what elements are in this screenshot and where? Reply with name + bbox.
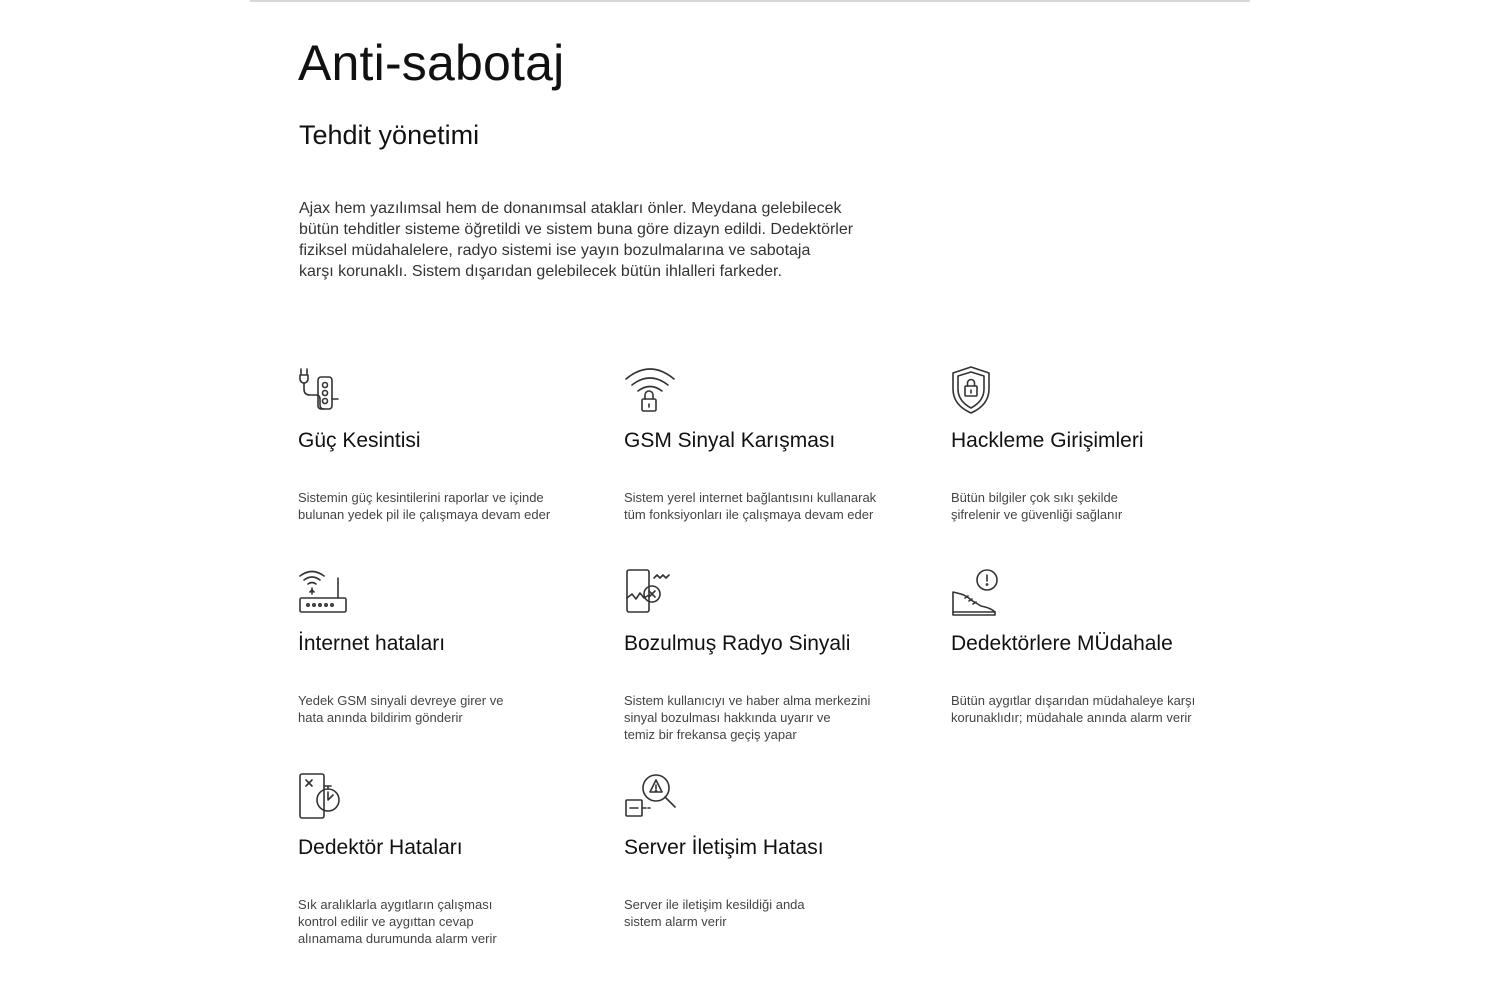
feature-title: Dedektör Hataları xyxy=(298,836,463,859)
feature-desc-line: sistem alarm verir xyxy=(624,914,727,929)
phone-signal-error-icon xyxy=(624,568,676,620)
top-divider xyxy=(250,0,1250,2)
feature-title: İnternet hataları xyxy=(298,632,446,655)
feature-desc-line: bulunan yedek pil ile çalışmaya devam eder xyxy=(298,507,551,522)
power-plug-battery-icon xyxy=(298,365,350,417)
wifi-lock-icon xyxy=(624,365,676,417)
feature-desc-line: alınamama durumunda alarm verir xyxy=(298,931,497,946)
intro-line: Ajax hem yazılımsal hem de donanımsal atakları önler. Meydana gelebilecek xyxy=(299,200,842,217)
server-search-icon xyxy=(624,772,676,824)
shield-lock-icon xyxy=(951,365,1003,417)
feature-desc-line: korunaklıdır; müdahale anında alarm verir xyxy=(951,710,1192,725)
feature-desc-line: Bütün aygıtlar dışarıdan müdahaleye karşı xyxy=(951,693,1196,708)
feature-desc-line: Bütün bilgiler çok sıkı şekilde xyxy=(951,490,1118,505)
feature-title: Dedektörlere MÜdahale xyxy=(951,632,1173,655)
feature-desc-line: Sistem kullanıcıyı ve haber alma merkezini xyxy=(624,693,871,708)
feature-description xyxy=(298,896,588,947)
feature-desc-line: Sistemin güç kesintilerini raporlar ve içinde xyxy=(298,490,544,505)
feature-desc-line: temiz bir frekansa geçiş yapar xyxy=(624,727,797,742)
feature-description xyxy=(951,489,1241,523)
shoe-alert-icon xyxy=(951,568,1003,620)
feature-desc-line: Yedek GSM sinyali devreye girer ve xyxy=(298,693,504,708)
router-wifi-icon xyxy=(298,568,350,620)
intro-paragraph xyxy=(299,198,909,282)
feature-desc-line: Sık aralıklarla aygıtların çalışması xyxy=(298,897,493,912)
feature-description xyxy=(951,692,1241,726)
feature-title: Bozulmuş Radyo Sinyali xyxy=(624,632,851,655)
feature-desc-line: Sistem yerel internet bağlantısını kullanarak xyxy=(624,490,877,505)
feature-desc-line: Server ile iletişim kesildiği anda xyxy=(624,897,805,912)
feature-description xyxy=(624,896,914,930)
feature-desc-line: sinyal bozulması hakkında uyarır ve xyxy=(624,710,831,725)
feature-description xyxy=(624,692,914,743)
intro-line: bütün tehditler sisteme öğretildi ve sistem buna göre dizayn edildi. Dedektörler xyxy=(299,221,854,238)
intro-line: fiziksel müdahalelere, radyo sistemi ise yayın bozulmalarına ve sabotaja xyxy=(299,242,811,259)
intro-line: karşı korunaklı. Sistem dışarıdan gelebilecek bütün ihlalleri farkeder. xyxy=(299,263,782,280)
feature-desc-line: kontrol edilir ve aygıttan cevap xyxy=(298,914,474,929)
device-timer-icon xyxy=(298,772,350,824)
feature-desc-line: hata anında bildirim gönderir xyxy=(298,710,463,725)
feature-title: GSM Sinyal Karışması xyxy=(624,429,836,452)
section-title: Tehdit yönetimi xyxy=(299,120,480,150)
feature-description xyxy=(624,489,914,523)
page-title: Anti-sabotaj xyxy=(298,35,565,91)
feature-desc-line: tüm fonksiyonları ile çalışmaya devam eder xyxy=(624,507,874,522)
feature-title: Hackleme Girişimleri xyxy=(951,429,1144,452)
feature-desc-line: şifrelenir ve güvenliği sağlanır xyxy=(951,507,1123,522)
feature-description xyxy=(298,692,588,726)
feature-title: Güç Kesintisi xyxy=(298,429,421,452)
feature-title: Server İletişim Hatası xyxy=(624,836,824,859)
feature-description xyxy=(298,489,588,523)
